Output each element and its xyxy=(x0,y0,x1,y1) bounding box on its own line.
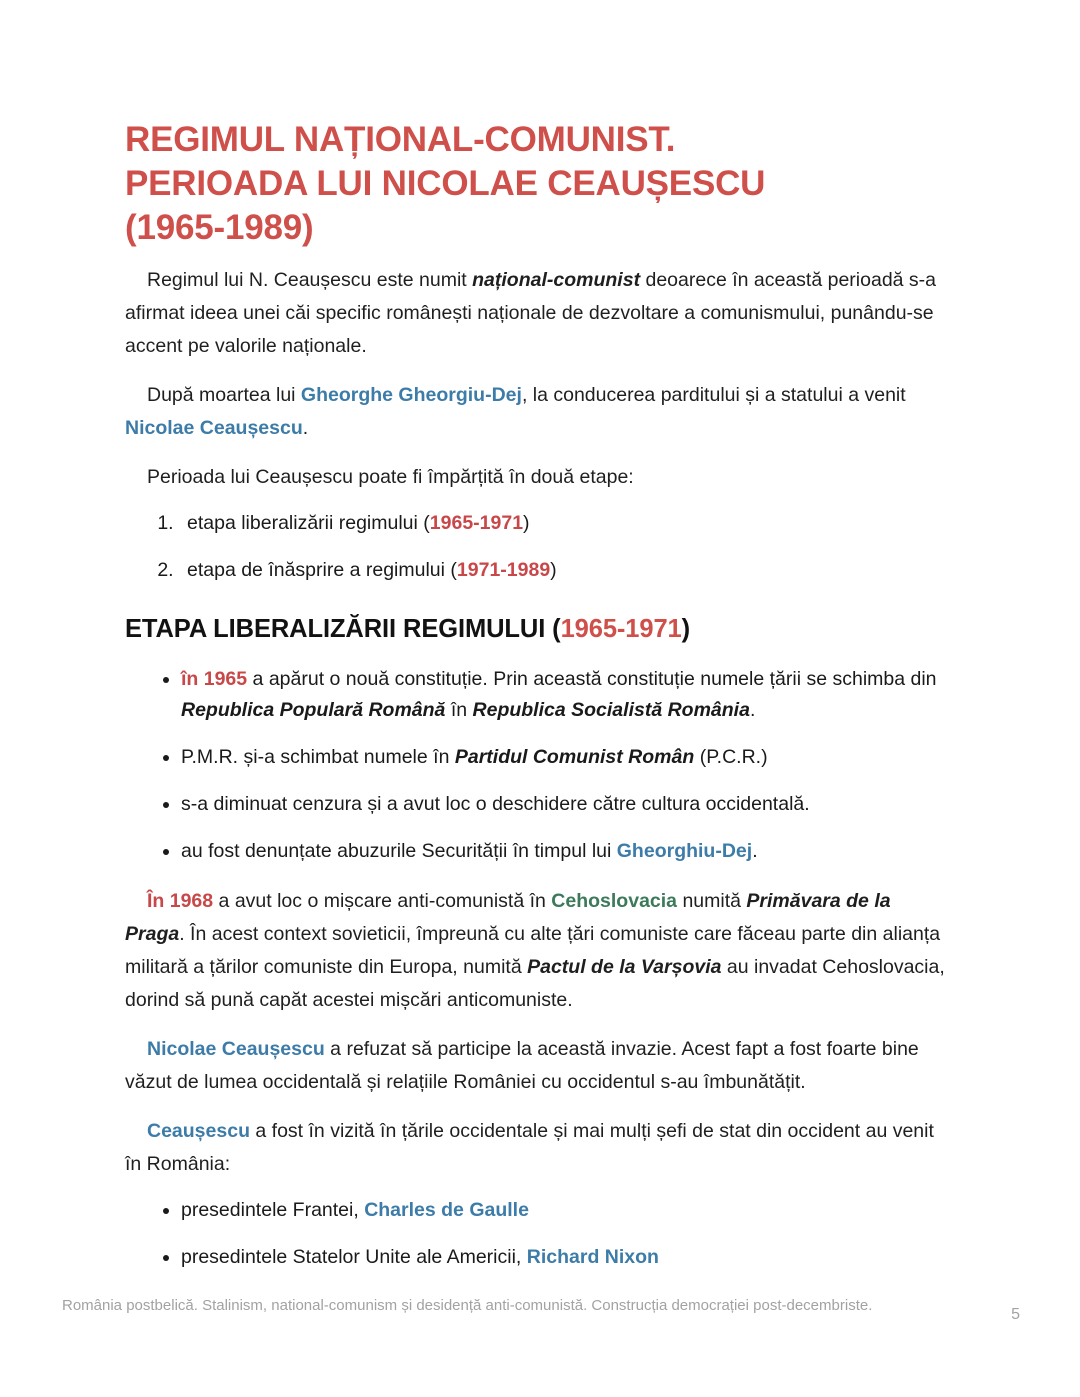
highlight-nicolae-ceausescu-refusal: Nicolae Ceaușescu xyxy=(147,1038,325,1060)
refusal-text-a: a refuzat să participe la această invazie. Acest fapt a fost foarte bine văzut de lumea occidentală și relațiile României cu occidentul s-au îmbunătățit. xyxy=(125,1038,919,1093)
leader-1-text-a: presedintele Frantei, xyxy=(181,1199,365,1221)
leader-2-text-a: presedintele Statelor Unite ale Americii, xyxy=(181,1246,527,1268)
page-title xyxy=(125,118,955,250)
intro-paragraph-3: Perioada lui Ceaușescu poate fi împărțită în două etape: xyxy=(147,466,634,488)
page-footer xyxy=(62,1295,1020,1326)
list-item xyxy=(163,836,955,867)
bullet-4-text-a: au fost denunțate abuzurile Securității în timpul lui xyxy=(181,840,617,862)
intro-p2-text-b: , la conducerea parditului și a statului a venit xyxy=(521,384,906,406)
bullet-4-text-b: . xyxy=(752,840,758,862)
intro-p1-text-b: deoarece în această perioadă s-a afirmat ideea unei căi specific românești naționale de dezvoltare a comunismului, punându-se accent pe valorile naționale. xyxy=(125,269,937,357)
highlight-cehoslovacia: Cehoslovacia xyxy=(551,890,678,912)
section-heading-date: 1965-1971 xyxy=(560,615,682,643)
prague-term-2: Pactul de la Varșovia xyxy=(527,956,722,978)
list-item xyxy=(163,1242,955,1273)
bullet-1-text-a: a apărut o nouă constituție. Prin această constituție numele țării se schimba din xyxy=(247,668,937,690)
bullet-2-term-1: Partidul Comunist Român xyxy=(454,746,695,768)
page-title-line-3: (1965-1989) xyxy=(125,208,314,247)
bullet-1-text-c: . xyxy=(749,699,756,721)
footer-caption: România postbelică. Stalinism, national-comunism și desidență anti-comunistă. Construcția democrației post-decembriste. xyxy=(62,1297,873,1314)
prague-text-b: numită xyxy=(677,890,747,912)
intro-p1-term: național-comunist xyxy=(472,269,641,291)
highlight-gheorghiu-dej: Gheorghiu-Dej xyxy=(616,840,753,862)
stage-2-text-b: ) xyxy=(550,559,557,581)
stage-1-text-b: ) xyxy=(523,512,530,534)
list-item xyxy=(163,789,955,820)
prague-term-1: Primăvara de la Praga xyxy=(125,890,891,945)
stages-list xyxy=(125,508,955,586)
prague-lead-date: În 1968 xyxy=(147,890,214,912)
intro-p2-text-a: După moartea lui xyxy=(147,384,301,406)
highlight-nicolae-ceausescu: Nicolae Ceaușescu xyxy=(125,417,303,439)
bullet-2-text-b: (P.C.R.) xyxy=(694,746,768,768)
visits-paragraph xyxy=(125,1115,955,1181)
prague-text-c: . În acest context sovieticii, împreună cu alte țări comuniste care făceau parte din alianța militară a țărilor comuniste din Europa, numită xyxy=(125,923,941,978)
highlight-charles-de-gaulle: Charles de Gaulle xyxy=(364,1199,529,1221)
list-item xyxy=(163,664,955,726)
page-number: 5 xyxy=(1011,1306,1020,1323)
prague-text-a: a avut loc o mișcare anti-comunistă în xyxy=(213,890,552,912)
liberalizare-bullet-list xyxy=(125,664,955,867)
foreign-leaders-list xyxy=(125,1195,955,1273)
stage-1-date: 1965-1971 xyxy=(429,512,524,534)
section-heading-text-b: ) xyxy=(681,615,691,643)
document-content xyxy=(125,118,955,1291)
bullet-3-text-a: s-a diminuat cenzura și a avut loc o deschidere către cultura occidentală. xyxy=(181,793,810,815)
list-item xyxy=(179,508,955,539)
page-title-line-1: REGIMUL NAȚIONAL-COMUNIST. xyxy=(125,120,676,159)
list-item xyxy=(163,1195,955,1226)
list-item xyxy=(179,555,955,586)
highlight-ceausescu-visits: Ceaușescu xyxy=(147,1120,250,1142)
highlight-gheorghe-gheorgiu-dej: Gheorghe Gheorgiu-Dej xyxy=(300,384,522,406)
visits-text-a: a fost în vizită în țările occidentale și mai mulți șefi de stat din occident au venit în România: xyxy=(125,1120,934,1175)
prague-text-d: au invadat Cehoslovacia, dorind să pună capăt acestei mișcări anticomuniste. xyxy=(125,956,945,1011)
refusal-paragraph xyxy=(125,1033,955,1099)
prague-spring-paragraph xyxy=(125,885,955,1017)
stage-2-date: 1971-1989 xyxy=(456,559,551,581)
bullet-1-lead-date: în 1965 xyxy=(181,668,248,690)
stage-1-text-a: etapa liberalizării regimului ( xyxy=(187,512,430,534)
list-item xyxy=(163,742,955,773)
bullet-1-text-b: în xyxy=(445,699,473,721)
stage-2-text-a: etapa de înăsprire a regimului ( xyxy=(187,559,457,581)
intro-p2-text-c: . xyxy=(302,417,309,439)
bullet-2-text-a: P.M.R. și-a schimbat numele în xyxy=(181,746,455,768)
intro-p1-text-a: Regimul lui N. Ceaușescu este numit xyxy=(147,269,473,291)
section-heading-text-a: ETAPA LIBERALIZĂRII REGIMULUI ( xyxy=(125,615,561,643)
section-heading-liberalizare xyxy=(125,612,955,646)
bullet-1-term-1: Republica Populară Română xyxy=(181,699,446,721)
bullet-1-term-2: Republica Socialistă România xyxy=(472,699,750,721)
intro-paragraph-1 xyxy=(125,264,955,363)
highlight-richard-nixon: Richard Nixon xyxy=(526,1246,659,1268)
intro-paragraph-2 xyxy=(125,379,955,445)
page-title-line-2: PERIOADA LUI NICOLAE CEAUȘESCU xyxy=(125,164,766,203)
